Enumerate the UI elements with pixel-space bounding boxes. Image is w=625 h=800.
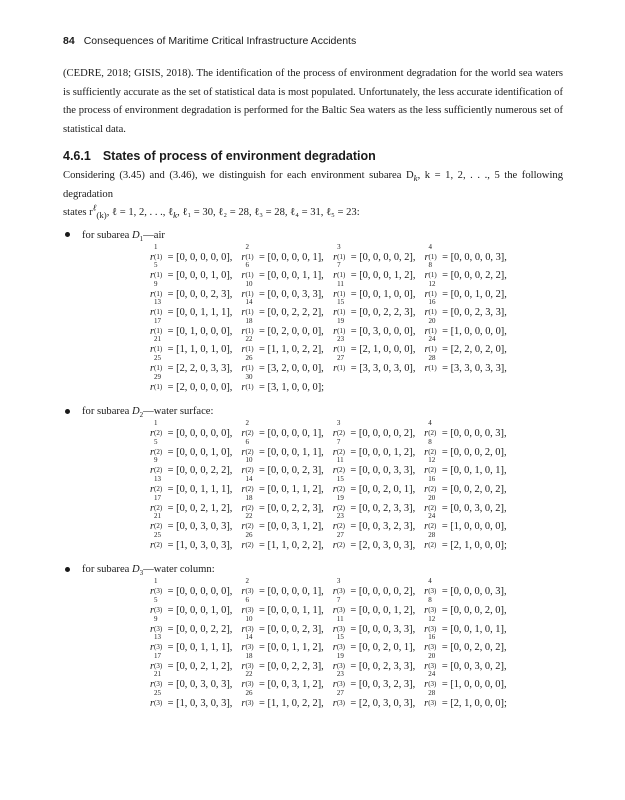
state-vector: r 23 (2) = [0, 0, 3, 2, 3], <box>332 512 416 533</box>
state-vector: r 18 (3) = [0, 0, 2, 2, 3], <box>241 651 324 672</box>
intro-text-1: Considering (3.45) and (3.46), we distinguish for each environment subarea D <box>63 170 414 181</box>
state-vector: r 19 (2) = [0, 0, 2, 3, 3], <box>332 493 416 514</box>
state-vector: r 15 (2) = [0, 0, 2, 0, 1], <box>332 475 416 496</box>
subarea-name: —water surface: <box>143 406 214 418</box>
state-vector: r 22 (1) = [1, 1, 0, 2, 2], <box>241 335 324 356</box>
state-vector: r 8 (2) = [0, 0, 0, 2, 0], <box>424 437 507 458</box>
state-vector: r 23 (1) = [2, 1, 0, 0, 0], <box>333 335 416 356</box>
state-vector: r 8 (3) = [0, 0, 0, 2, 0], <box>424 596 507 616</box>
state-vector: r 11 (3) = [0, 0, 0, 3, 3], <box>332 614 416 635</box>
state-vector: r 19 (3) = [0, 0, 2, 3, 3], <box>332 651 416 672</box>
state-vector: r 15 (1) = [0, 0, 2, 2, 3], <box>333 298 416 319</box>
state-vector: r 9 (3) = [0, 0, 0, 2, 2], <box>150 614 233 635</box>
state-vector: r 12 (3) = [0, 0, 1, 0, 1], <box>424 614 507 635</box>
state-vector: r 14 (3) = [0, 0, 1, 1, 2], <box>241 633 324 654</box>
state-vector: r 2 (3) = [0, 0, 0, 0, 1], <box>241 577 324 598</box>
state-vector: r 10 (1) = [0, 0, 0, 3, 3], <box>241 279 324 300</box>
state-vector: r 17 (2) = [0, 0, 2, 1, 2], <box>150 493 233 514</box>
state-vector: r 25 (2) = [1, 0, 3, 0, 3], <box>150 530 233 551</box>
states-list-2 <box>150 419 563 555</box>
state-vector: r 11 (1) = [0, 0, 1, 0, 0], <box>333 279 416 300</box>
state-vector: r 14 (2) = [0, 0, 1, 1, 2], <box>241 475 324 496</box>
state-vector: r 16 (1) = [0, 0, 2, 3, 3], <box>424 298 507 319</box>
state-vector: r 24 (3) = [1, 0, 0, 0, 0], <box>424 670 507 691</box>
states-list-1 <box>150 242 563 398</box>
state-vector: r 27 (3) = [2, 0, 3, 0, 3], <box>332 688 416 709</box>
state-vector: r 11 (2) = [0, 0, 0, 3, 3], <box>332 456 416 477</box>
state-vector: r 5 (2) = [0, 0, 0, 1, 0], <box>150 437 233 458</box>
state-vector: r 20 (2) = [0, 0, 3, 0, 2], <box>424 493 507 514</box>
state-vector: r 16 (2) = [0, 0, 2, 0, 2], <box>424 475 507 496</box>
state-vector: r 7 (1) = [0, 0, 0, 1, 2], <box>333 261 416 282</box>
state-vector: r 24 (1) = [2, 2, 0, 2, 0], <box>424 335 507 356</box>
state-vector: r 4 (1) = [0, 0, 0, 0, 3], <box>424 242 507 263</box>
state-vector: r 13 (1) = [0, 0, 1, 1, 1], <box>150 298 233 319</box>
state-vector: r 13 (3) = [0, 0, 1, 1, 1], <box>150 633 233 654</box>
state-vector: r 25 (3) = [1, 0, 3, 0, 3], <box>150 688 233 709</box>
subarea-name: —water column: <box>143 564 215 576</box>
bullet-label: for subarea <box>82 564 132 576</box>
state-vector: r 12 (1) = [0, 0, 1, 0, 2], <box>424 279 507 300</box>
state-vector: r 28 (2) = [2, 1, 0, 0, 0]; <box>424 530 507 551</box>
subarea-bullet-1 <box>63 227 563 245</box>
state-vector: r 5 (3) = [0, 0, 0, 1, 0], <box>150 596 233 616</box>
subareas <box>63 227 563 714</box>
state-vector: r 2 (2) = [0, 0, 0, 0, 1], <box>241 419 324 440</box>
state-vector: r 15 (3) = [0, 0, 2, 0, 1], <box>332 633 416 654</box>
state-vector: r 20 (3) = [0, 0, 3, 0, 2], <box>424 651 507 672</box>
state-vector: r 22 (3) = [0, 0, 3, 1, 2], <box>241 670 324 691</box>
state-vector: r 16 (3) = [0, 0, 2, 0, 2], <box>424 633 507 654</box>
state-vector: r 6 (2) = [0, 0, 0, 1, 1], <box>241 437 324 458</box>
subarea-index: 2 <box>139 411 144 420</box>
bullet-label: for subarea <box>82 406 132 418</box>
subarea-bullet-2 <box>63 403 563 421</box>
intro-text-4: , ℓ = 1, 2, . . ., ℓ <box>106 207 174 218</box>
state-vector: r 19 (1) = [0, 3, 0, 0, 0], <box>333 316 416 337</box>
state-vector: r 3 (3) = [0, 0, 0, 0, 2], <box>332 577 416 598</box>
state-vector: r 20 (1) = [1, 0, 0, 0, 0], <box>424 316 507 337</box>
state-vector: r 27 (2) = [2, 0, 3, 0, 3], <box>332 530 416 551</box>
state-vector: r 13 (2) = [0, 0, 1, 1, 1], <box>150 475 233 496</box>
state-vector: r 4 (3) = [0, 0, 0, 0, 3], <box>424 577 507 598</box>
state-vector: r 14 (1) = [0, 0, 2, 2, 2], <box>241 298 324 319</box>
state-vector: r 22 (2) = [0, 0, 3, 1, 2], <box>241 512 324 533</box>
section-heading <box>63 147 563 165</box>
page-number: 84 <box>63 35 75 47</box>
state-vector: r 17 (3) = [0, 0, 2, 1, 2], <box>150 651 233 672</box>
subarea-symbol: D <box>132 406 140 418</box>
state-vector: r 8 (1) = [0, 0, 0, 2, 2], <box>424 261 507 282</box>
state-vector: r 21 (2) = [0, 0, 3, 0, 3], <box>150 512 233 533</box>
running-header <box>63 34 563 48</box>
bullet-icon <box>65 567 70 572</box>
intro-text-2: , k = 1, 2, . . ., 5 the following degradation <box>63 170 563 200</box>
state-vector: r 30 (1) = [3, 1, 0, 0, 0]; <box>241 372 325 393</box>
state-vector: r 21 (1) = [1, 1, 0, 1, 0], <box>150 335 233 356</box>
state-vector: r 18 (1) = [0, 2, 0, 0, 0], <box>241 316 324 337</box>
state-vector: r 6 (1) = [0, 0, 0, 1, 1], <box>241 261 324 282</box>
bullet-label: for subarea <box>82 229 132 241</box>
state-vector: r 9 (1) = [0, 0, 0, 2, 3], <box>150 279 233 300</box>
state-vector: r 2 (1) = [0, 0, 0, 0, 1], <box>241 242 324 263</box>
state-vector: r 1 (2) = [0, 0, 0, 0, 0], <box>150 419 233 440</box>
state-vector: r 6 (3) = [0, 0, 0, 1, 1], <box>241 596 324 616</box>
bullet-icon <box>65 232 70 237</box>
running-title: Consequences of Maritime Critical Infrastructure Accidents <box>83 35 357 47</box>
subarea-index: 1 <box>139 234 144 243</box>
intro-text-5: , ℓ₁ = 30, ℓ₂ = 28, ℓ₃ = 28, ℓ₄ = 31, ℓ₅ = 23: <box>177 207 360 218</box>
state-vector: r 9 (2) = [0, 0, 0, 2, 2], <box>150 456 233 477</box>
state-vector: r 18 (2) = [0, 0, 2, 2, 3], <box>241 493 324 514</box>
state-vector: r 3 (2) = [0, 0, 0, 0, 2], <box>332 419 416 440</box>
subarea-symbol: D <box>132 229 140 241</box>
subarea-bullet-3 <box>63 561 563 579</box>
state-vector: r 1 (1) = [0, 0, 0, 0, 0], <box>150 242 233 263</box>
state-vector: r 24 (2) = [1, 0, 0, 0, 0], <box>424 512 507 533</box>
intro-text-3: states r <box>63 207 93 218</box>
section-title: States of process of environment degradation <box>102 149 376 163</box>
state-vector: r 5 (1) = [0, 0, 0, 1, 0], <box>150 261 233 282</box>
state-vector: r 17 (1) = [0, 1, 0, 0, 0], <box>150 316 233 337</box>
section-number: 4.6.1 <box>63 149 91 163</box>
states-list-3 <box>150 577 563 713</box>
state-vector: r 26 (2) = [1, 1, 0, 2, 2], <box>241 530 324 551</box>
state-vector: r 21 (3) = [0, 0, 3, 0, 3], <box>150 670 233 691</box>
intro-paragraph: (CEDRE, 2018; GISIS, 2018). The identification of the process of environment degradation for the world sea waters is sufficiently accurate as the set of statistical data is most populated. Unfortunately, the less accurate identification of the process of environment degradation is performed for the Baltic Sea waters as the less sufficiently numerous set of statistical data. <box>63 68 563 135</box>
subarea-index: 3 <box>139 569 144 578</box>
bullet-icon <box>65 409 70 414</box>
state-vector: r 10 (2) = [0, 0, 0, 2, 3], <box>241 456 324 477</box>
state-vector: r 26 (3) = [1, 1, 0, 2, 2], <box>241 688 324 709</box>
state-vector: r 3 (1) = [0, 0, 0, 0, 2], <box>333 242 416 263</box>
state-vector: r 7 (2) = [0, 0, 0, 1, 2], <box>332 437 416 458</box>
state-vector: r 27 (1) = [3, 3, 0, 3, 0], <box>333 354 416 375</box>
state-vector: r 28 (1) = [3, 3, 0, 3, 3], <box>424 354 507 375</box>
state-vector: r 28 (3) = [2, 1, 0, 0, 0]; <box>424 688 507 709</box>
state-vector: r 10 (3) = [0, 0, 0, 2, 3], <box>241 614 324 635</box>
state-vector: r 23 (3) = [0, 0, 3, 2, 3], <box>332 670 416 691</box>
state-vector: r 4 (2) = [0, 0, 0, 0, 3], <box>424 419 507 440</box>
state-vector: r 25 (1) = [2, 2, 0, 3, 3], <box>150 354 233 375</box>
state-vector: r 12 (2) = [0, 0, 1, 0, 1], <box>424 456 507 477</box>
state-vector: r 26 (1) = [3, 2, 0, 0, 0], <box>241 354 324 375</box>
state-vector: r 1 (3) = [0, 0, 0, 0, 0], <box>150 577 233 598</box>
state-vector: r 7 (3) = [0, 0, 0, 1, 2], <box>332 596 416 616</box>
states-intro-paragraph: Considering (3.45) and (3.46), we distinguish for each environment subarea $D_k$, k = 1, 2, . . ., 5 the following degradation states $r^\ell_{(k)}$, ℓ = 1, 2, . . ., ℓ$_k$, ℓ₁ = 30, ℓ₂ = 28, ℓ₃ = 28, ℓ₄ = 31, ℓ₅ = 23: <box>63 170 563 221</box>
state-vector: r 29 (1) = [2, 0, 0, 0, 0], <box>150 372 233 393</box>
subarea-symbol: D <box>132 564 140 576</box>
subarea-name: —air <box>143 229 165 241</box>
